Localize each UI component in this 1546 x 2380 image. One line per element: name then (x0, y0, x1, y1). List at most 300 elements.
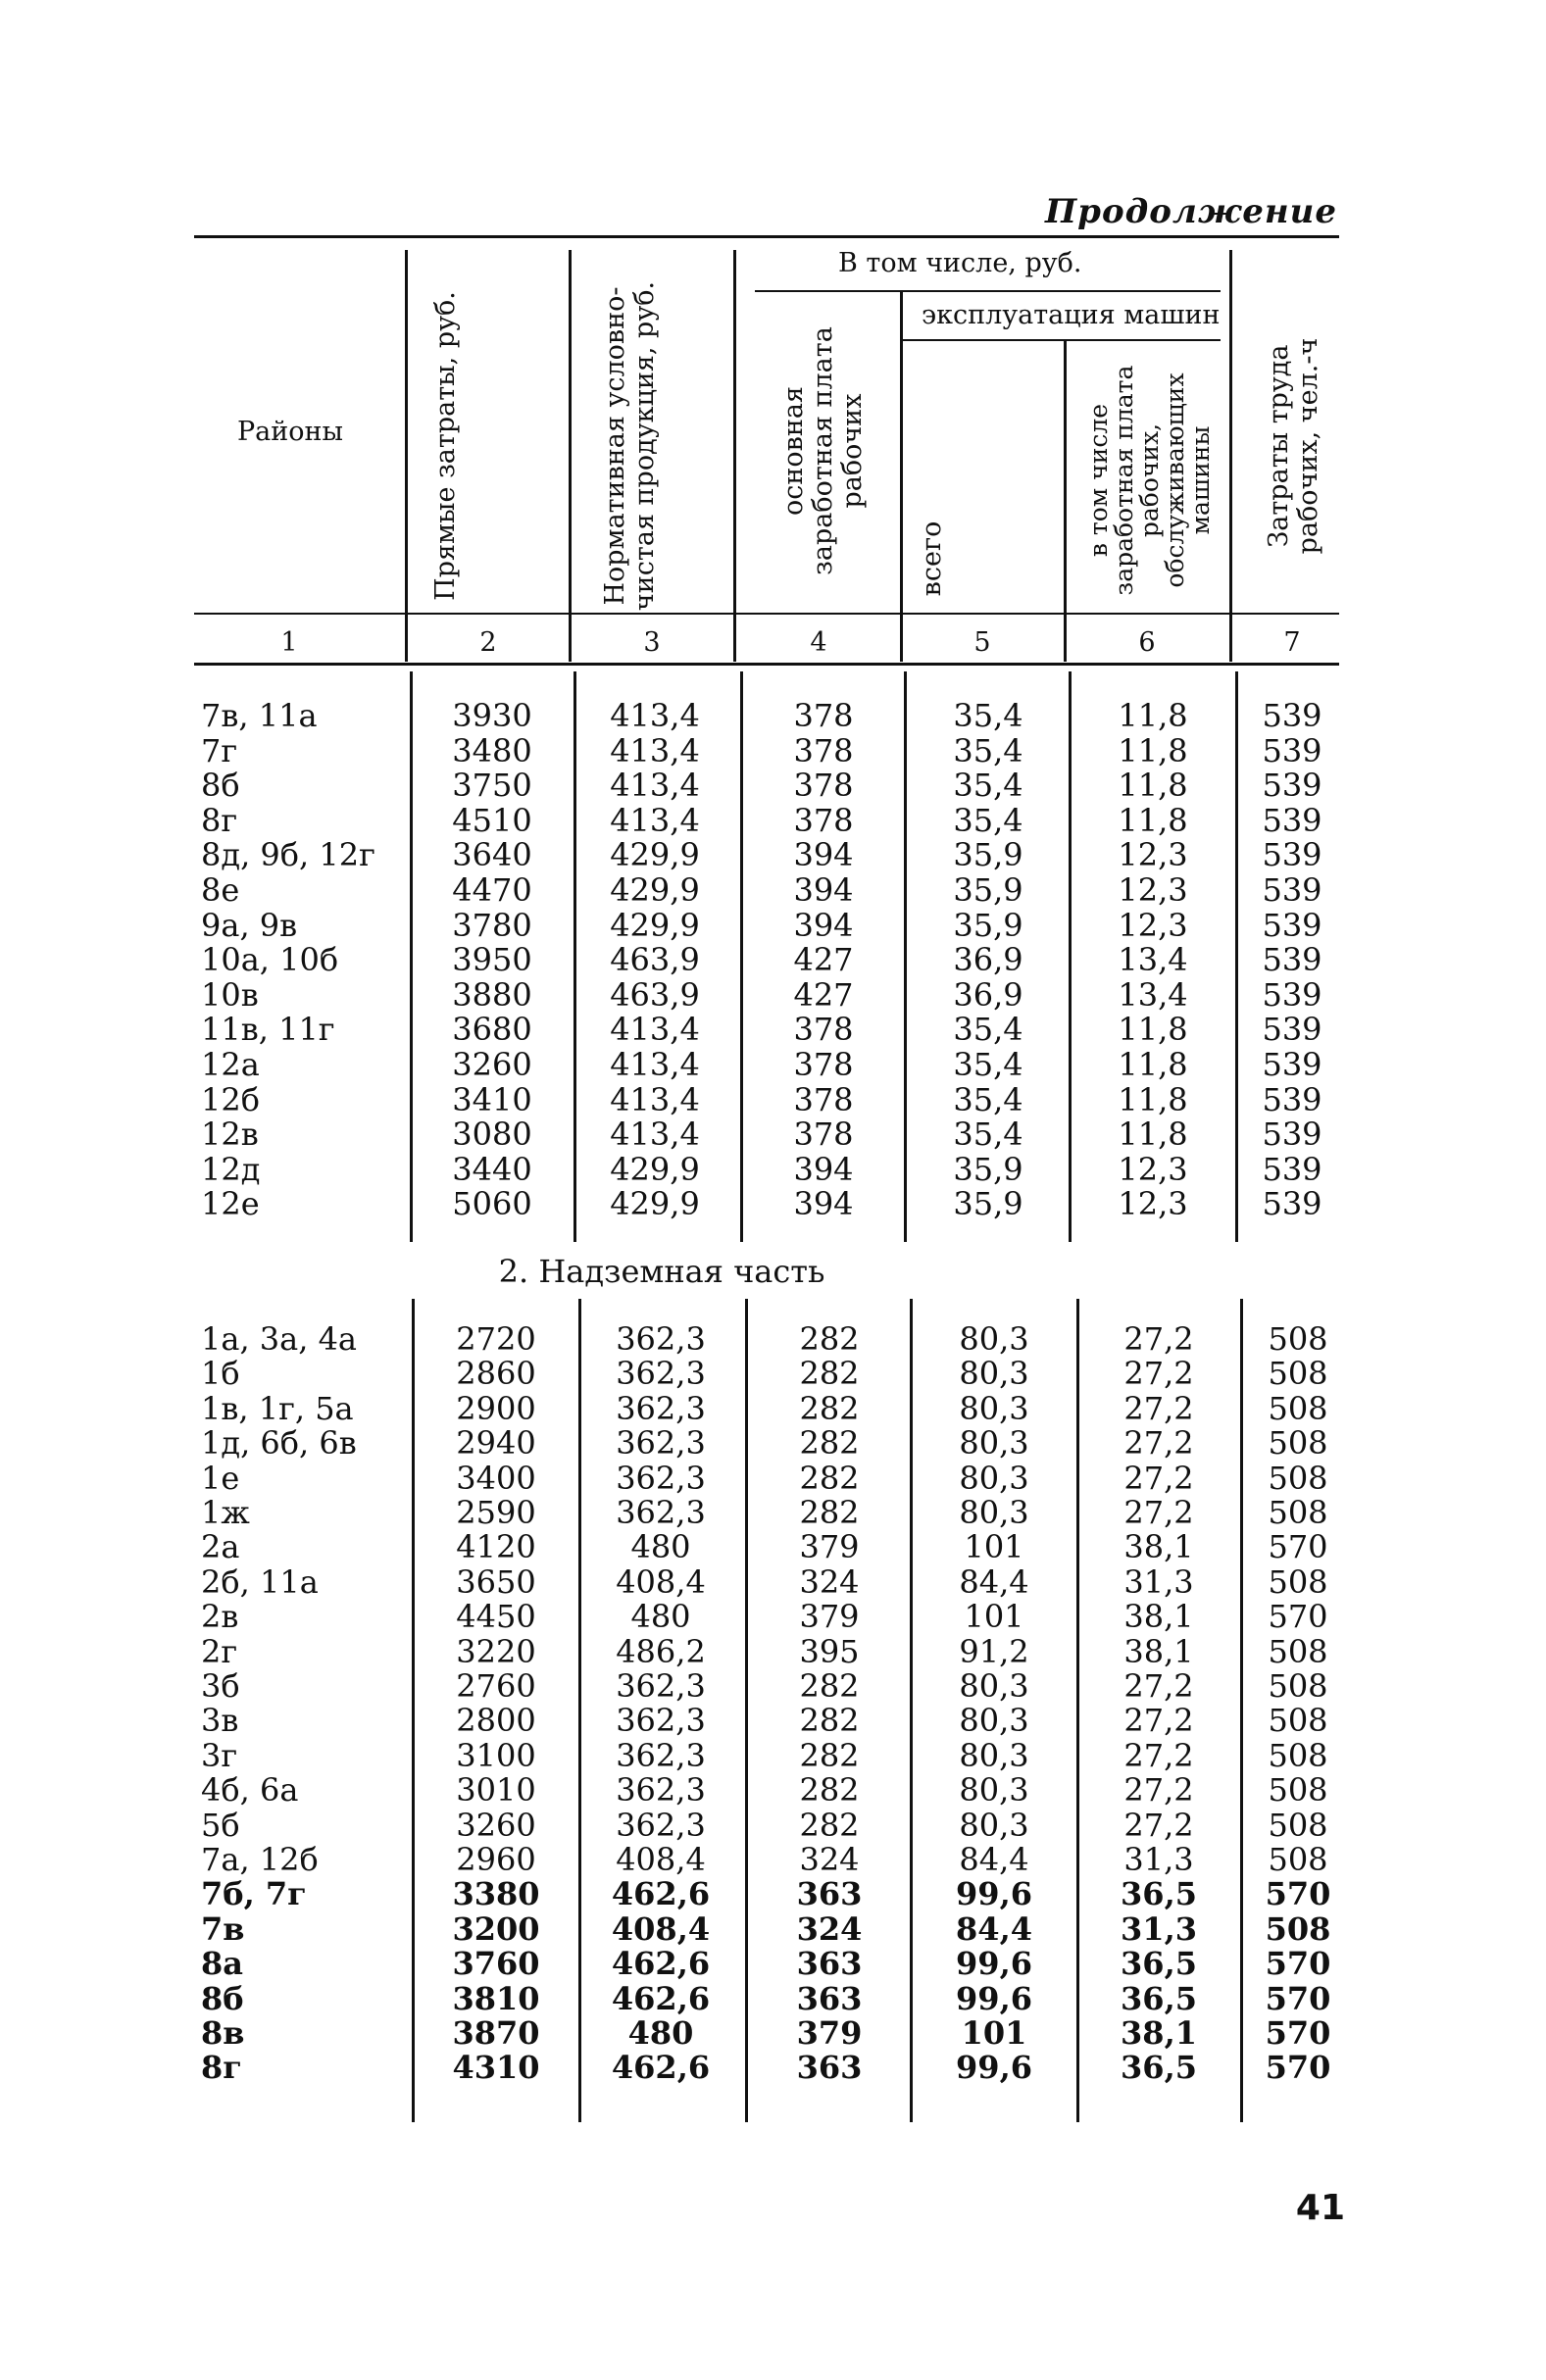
cell-value: 362,3 (616, 1736, 706, 1774)
cell-value: 324 (799, 1562, 860, 1601)
cell-region: 7в, 11а (201, 697, 318, 734)
cell-region: 12д (201, 1150, 261, 1188)
cell-value: 3080 (452, 1116, 532, 1154)
cell-value: 427 (793, 975, 854, 1014)
cell-value: 363 (796, 2049, 863, 2087)
table-row (0, 977, 1546, 1013)
table-row (0, 1772, 1546, 1808)
cell-region: 1д, 6б, 6в (201, 1424, 357, 1463)
cell-region: 2б, 11а (201, 1562, 319, 1601)
cell-value: 2800 (456, 1702, 536, 1740)
cell-value: 11,8 (1118, 731, 1188, 769)
table-row (0, 1529, 1546, 1564)
cell-value: 363 (796, 1945, 863, 1983)
cell-region: 2в (201, 1598, 239, 1636)
cell-value: 282 (799, 1355, 860, 1393)
cell-value: 11,8 (1118, 1116, 1188, 1154)
cell-value: 12,3 (1118, 836, 1188, 874)
cell-value: 3950 (452, 941, 532, 979)
cell-region: 4б, 6а (201, 1771, 299, 1810)
cell-value: 570 (1268, 1528, 1328, 1566)
cell-region: 8д, 9б, 12г (201, 836, 375, 874)
cell-region: 8в (201, 2014, 245, 2052)
cell-value: 394 (793, 871, 854, 909)
cell-value: 31,3 (1123, 1841, 1194, 1878)
cell-value: 508 (1265, 1909, 1331, 1948)
hdr-vline-4 (900, 292, 903, 662)
cell-value: 429,9 (610, 836, 700, 874)
cell-value: 35,9 (953, 1185, 1023, 1223)
cell-value: 413,4 (610, 697, 700, 734)
cell-region: 12б (201, 1080, 260, 1118)
cell-value: 35,4 (953, 767, 1023, 805)
cell-value: 539 (1262, 836, 1322, 874)
cell-value: 12,3 (1118, 906, 1188, 944)
cell-value: 362,3 (616, 1667, 706, 1705)
cell-value: 3400 (456, 1459, 536, 1497)
cell-value: 395 (799, 1632, 860, 1670)
cell-region: 8б (201, 1979, 244, 2017)
cell-value: 35,4 (953, 1011, 1023, 1049)
header-direct-costs: Прямые затраты, руб. (430, 291, 461, 601)
cell-value: 324 (796, 1909, 863, 1948)
cell-value: 27,2 (1123, 1702, 1194, 1740)
table-row (0, 942, 1546, 977)
cell-value: 80,3 (959, 1806, 1029, 1844)
top-rule (194, 235, 1339, 238)
table-row (0, 768, 1546, 803)
cell-value: 463,9 (610, 975, 700, 1014)
cell-region: 8г (201, 801, 238, 839)
table-row (0, 2015, 1546, 2051)
cell-value: 3870 (452, 2014, 540, 2052)
cell-value: 378 (793, 697, 854, 734)
cell-value: 539 (1262, 801, 1322, 839)
cell-value: 570 (1265, 2014, 1331, 2052)
cell-region: 2г (201, 1632, 238, 1670)
cell-region: 8г (201, 2049, 242, 2087)
cell-value: 3220 (456, 1632, 536, 1670)
cell-value: 12,3 (1118, 1185, 1188, 1223)
cell-value: 3650 (456, 1562, 536, 1601)
cell-value: 3410 (452, 1080, 532, 1118)
cell-value: 508 (1268, 1459, 1328, 1497)
cell-value: 35,4 (953, 1046, 1023, 1083)
hdr-vline-2 (569, 250, 572, 662)
cell-value: 80,3 (959, 1494, 1029, 1531)
cell-value: 91,2 (959, 1632, 1029, 1670)
cell-value: 508 (1268, 1389, 1328, 1427)
colnum-1: 1 (280, 627, 298, 658)
cell-value: 429,9 (610, 1185, 700, 1223)
cell-value: 508 (1268, 1771, 1328, 1810)
cell-value: 84,4 (956, 1909, 1032, 1948)
table-row (0, 1842, 1546, 1877)
cell-value: 282 (799, 1736, 860, 1774)
table-row (0, 837, 1546, 872)
cell-value: 11,8 (1118, 697, 1188, 734)
cell-region: 9а, 9в (201, 906, 298, 944)
cell-value: 362,3 (616, 1355, 706, 1393)
hdr-vline-6 (1229, 250, 1232, 662)
cell-value: 413,4 (610, 1046, 700, 1083)
cell-value: 508 (1268, 1494, 1328, 1531)
table-row (0, 1461, 1546, 1496)
cell-value: 38,1 (1123, 1528, 1194, 1566)
table-row (0, 908, 1546, 943)
page-number: 41 (1295, 2188, 1345, 2228)
table-row (0, 1738, 1546, 1773)
cell-value: 282 (799, 1459, 860, 1497)
cell-value: 508 (1268, 1702, 1328, 1740)
table-row (0, 1116, 1546, 1152)
cell-value: 413,4 (610, 801, 700, 839)
cell-value: 80,3 (959, 1389, 1029, 1427)
table-row (0, 1356, 1546, 1391)
cell-value: 4310 (452, 2049, 540, 2087)
cell-region: 7б, 7г (201, 1875, 307, 1913)
cell-value: 362,3 (616, 1424, 706, 1463)
cell-value: 4470 (452, 871, 532, 909)
cell-value: 378 (793, 1116, 854, 1154)
cell-region: 2а (201, 1528, 240, 1566)
cell-value: 31,3 (1121, 1909, 1197, 1948)
cell-value: 3480 (452, 731, 532, 769)
cell-value: 38,1 (1123, 1598, 1194, 1636)
cell-value: 362,3 (616, 1459, 706, 1497)
cell-value: 2590 (456, 1494, 536, 1531)
cell-value: 3010 (456, 1771, 536, 1810)
cell-value: 282 (799, 1702, 860, 1740)
header-bottom-rule (194, 613, 1339, 615)
cell-value: 394 (793, 1185, 854, 1223)
cell-value: 36,5 (1121, 2049, 1197, 2087)
cell-value: 282 (799, 1424, 860, 1463)
cell-region: 1ж (201, 1494, 250, 1531)
cell-value: 539 (1262, 906, 1322, 944)
cell-value: 282 (799, 1806, 860, 1844)
table-row (0, 1082, 1546, 1117)
cell-value: 80,3 (959, 1355, 1029, 1393)
header-normative: Нормативная условно-чистая продукция, руб. (600, 280, 660, 612)
cell-value: 13,4 (1118, 975, 1188, 1014)
cell-value: 27,2 (1123, 1667, 1194, 1705)
cell-value: 36,9 (953, 941, 1023, 979)
cell-value: 101 (961, 2014, 1027, 2052)
cell-value: 282 (799, 1771, 860, 1810)
cell-value: 282 (799, 1389, 860, 1427)
table-row (0, 1911, 1546, 1947)
cell-value: 408,4 (611, 1909, 711, 1948)
table-row (0, 698, 1546, 733)
cell-value: 2860 (456, 1355, 536, 1393)
cell-value: 508 (1268, 1841, 1328, 1878)
cell-value: 27,2 (1123, 1389, 1194, 1427)
cell-value: 408,4 (616, 1562, 706, 1601)
cell-value: 27,2 (1123, 1459, 1194, 1497)
cell-region: 7г (201, 731, 238, 769)
cell-region: 1е (201, 1459, 240, 1497)
cell-value: 539 (1262, 941, 1322, 979)
cell-value: 101 (964, 1598, 1024, 1636)
cell-value: 508 (1268, 1355, 1328, 1393)
cell-region: 12в (201, 1116, 259, 1154)
header-total: всего (917, 521, 947, 597)
cell-value: 508 (1268, 1806, 1328, 1844)
cell-value: 539 (1262, 767, 1322, 805)
table-row (0, 1425, 1546, 1461)
cell-value: 362,3 (616, 1494, 706, 1531)
table-row (0, 1634, 1546, 1669)
cell-value: 570 (1265, 1979, 1331, 2017)
cell-value: 539 (1262, 1080, 1322, 1118)
cell-value: 3380 (452, 1875, 540, 1913)
cell-value: 12,3 (1118, 1150, 1188, 1188)
table-row (0, 1391, 1546, 1426)
table-row (0, 872, 1546, 908)
table-row (0, 733, 1546, 769)
cell-value: 27,2 (1123, 1736, 1194, 1774)
table-row (0, 1876, 1546, 1911)
cell-value: 80,3 (959, 1320, 1029, 1358)
cell-value: 324 (799, 1841, 860, 1878)
cell-value: 3780 (452, 906, 532, 944)
cell-value: 539 (1262, 1011, 1322, 1049)
cell-region: 12е (201, 1185, 260, 1223)
cell-region: 10в (201, 975, 259, 1014)
cell-value: 3680 (452, 1011, 532, 1049)
cell-value: 27,2 (1123, 1494, 1194, 1531)
cell-value: 539 (1262, 1116, 1322, 1154)
continuation-label: Продолжение (1045, 192, 1337, 231)
cell-value: 394 (793, 836, 854, 874)
cell-value: 3100 (456, 1736, 536, 1774)
cell-value: 99,6 (956, 1945, 1032, 1983)
cell-value: 508 (1268, 1424, 1328, 1463)
cell-value: 282 (799, 1320, 860, 1358)
cell-value: 3200 (452, 1909, 540, 1948)
cell-region: 8б (201, 767, 240, 805)
cell-value: 35,9 (953, 1150, 1023, 1188)
cell-value: 84,4 (959, 1562, 1029, 1601)
cell-value: 413,4 (610, 1116, 700, 1154)
cell-value: 2720 (456, 1320, 536, 1358)
colnum-6: 6 (1138, 627, 1156, 658)
cell-value: 480 (630, 1528, 691, 1566)
cell-value: 4120 (456, 1528, 536, 1566)
cell-value: 35,9 (953, 871, 1023, 909)
cell-value: 35,4 (953, 801, 1023, 839)
header-wage: основная заработная плата рабочих (778, 326, 868, 575)
hdr-vline-1 (405, 250, 408, 662)
cell-value: 462,6 (611, 1875, 711, 1913)
cell-value: 2960 (456, 1841, 536, 1878)
cell-value: 539 (1262, 1150, 1322, 1188)
cell-value: 429,9 (610, 1150, 700, 1188)
cell-value: 35,9 (953, 906, 1023, 944)
cell-value: 480 (627, 2014, 694, 2052)
hdr-vline-3 (733, 250, 736, 662)
cell-value: 429,9 (610, 871, 700, 909)
cell-value: 378 (793, 1080, 854, 1118)
table-row (0, 1495, 1546, 1530)
header-machine-wage: в том числе заработная плата рабочих, обслуживающих машины (1084, 365, 1215, 596)
cell-value: 408,4 (616, 1841, 706, 1878)
cell-value: 38,1 (1121, 2014, 1197, 2052)
cell-value: 362,3 (616, 1771, 706, 1810)
colnum-3: 3 (643, 627, 661, 658)
cell-value: 35,4 (953, 731, 1023, 769)
table-row (0, 1321, 1546, 1357)
cell-value: 3260 (452, 1046, 532, 1083)
colnum-bottom-rule (194, 663, 1339, 666)
cell-value: 508 (1268, 1562, 1328, 1601)
table-row (0, 1012, 1546, 1047)
cell-value: 462,6 (611, 1979, 711, 2017)
cell-value: 508 (1268, 1667, 1328, 1705)
cell-value: 378 (793, 1011, 854, 1049)
header-including: В том числе, руб. (838, 248, 1082, 278)
cell-region: 1в, 1г, 5а (201, 1389, 354, 1427)
cell-value: 27,2 (1123, 1771, 1194, 1810)
cell-value: 508 (1268, 1632, 1328, 1670)
cell-value: 427 (793, 941, 854, 979)
hdr-vline-5 (1064, 341, 1067, 662)
group-rule-including (755, 290, 1221, 292)
cell-value: 4450 (456, 1598, 536, 1636)
table-row (0, 2050, 1546, 2085)
colnum-5: 5 (973, 627, 991, 658)
cell-value: 362,3 (616, 1702, 706, 1740)
cell-value: 36,5 (1121, 1875, 1197, 1913)
cell-value: 508 (1268, 1320, 1328, 1358)
cell-value: 570 (1265, 1945, 1331, 1983)
cell-value: 31,3 (1123, 1562, 1194, 1601)
cell-value: 80,3 (959, 1424, 1029, 1463)
cell-region: 7в (201, 1909, 245, 1948)
cell-value: 99,6 (956, 2049, 1032, 2087)
cell-value: 36,5 (1121, 1979, 1197, 2017)
cell-value: 486,2 (616, 1632, 706, 1670)
cell-value: 429,9 (610, 906, 700, 944)
cell-region: 1а, 3а, 4а (201, 1320, 357, 1358)
cell-region: 3б (201, 1667, 240, 1705)
table-row (0, 1808, 1546, 1843)
cell-value: 539 (1262, 871, 1322, 909)
cell-value: 378 (793, 731, 854, 769)
cell-region: 8е (201, 871, 240, 909)
cell-value: 539 (1262, 697, 1322, 734)
cell-value: 282 (799, 1667, 860, 1705)
cell-value: 27,2 (1123, 1806, 1194, 1844)
cell-value: 2900 (456, 1389, 536, 1427)
cell-value: 462,6 (611, 1945, 711, 1983)
cell-value: 413,4 (610, 767, 700, 805)
cell-value: 539 (1262, 731, 1322, 769)
cell-value: 480 (630, 1598, 691, 1636)
cell-value: 99,6 (956, 1875, 1032, 1913)
cell-value: 11,8 (1118, 1080, 1188, 1118)
cell-region: 3в (201, 1702, 239, 1740)
table-row (0, 1668, 1546, 1704)
table-row (0, 1186, 1546, 1221)
cell-value: 282 (799, 1494, 860, 1531)
cell-value: 378 (793, 1046, 854, 1083)
cell-value: 362,3 (616, 1806, 706, 1844)
cell-value: 539 (1262, 975, 1322, 1014)
cell-value: 394 (793, 1150, 854, 1188)
section2-title: 2. Надземная часть (498, 1253, 825, 1290)
colnum-7: 7 (1283, 627, 1301, 658)
cell-value: 379 (799, 1598, 860, 1636)
cell-value: 4510 (452, 801, 532, 839)
cell-value: 84,4 (959, 1841, 1029, 1878)
cell-region: 1б (201, 1355, 240, 1393)
cell-region: 7а, 12б (201, 1841, 319, 1878)
table-row (0, 1946, 1546, 1981)
cell-value: 12,3 (1118, 871, 1188, 909)
cell-value: 11,8 (1118, 1011, 1188, 1049)
cell-region: 8а (201, 1945, 243, 1983)
table-row (0, 1703, 1546, 1738)
cell-value: 570 (1268, 1598, 1328, 1636)
cell-value: 101 (964, 1528, 1024, 1566)
cell-value: 3810 (452, 1979, 540, 2017)
cell-value: 3640 (452, 836, 532, 874)
cell-value: 378 (793, 801, 854, 839)
cell-region: 10а, 10б (201, 941, 339, 979)
cell-region: 12а (201, 1046, 260, 1083)
colnum-4: 4 (810, 627, 827, 658)
cell-value: 2760 (456, 1667, 536, 1705)
cell-value: 11,8 (1118, 1046, 1188, 1083)
cell-value: 27,2 (1123, 1355, 1194, 1393)
cell-value: 27,2 (1123, 1424, 1194, 1463)
cell-value: 362,3 (616, 1320, 706, 1358)
table-row (0, 1152, 1546, 1187)
cell-value: 508 (1268, 1736, 1328, 1774)
cell-value: 3440 (452, 1150, 532, 1188)
cell-value: 463,9 (610, 941, 700, 979)
cell-value: 413,4 (610, 1011, 700, 1049)
cell-value: 462,6 (611, 2049, 711, 2087)
cell-value: 3260 (456, 1806, 536, 1844)
cell-value: 379 (796, 2014, 863, 2052)
header-region: Районы (237, 417, 343, 447)
cell-value: 13,4 (1118, 941, 1188, 979)
table-row (0, 1047, 1546, 1082)
cell-value: 36,9 (953, 975, 1023, 1014)
cell-value: 11,8 (1118, 767, 1188, 805)
cell-value: 35,4 (953, 697, 1023, 734)
cell-value: 363 (796, 1875, 863, 1913)
cell-value: 35,4 (953, 1116, 1023, 1154)
cell-value: 80,3 (959, 1667, 1029, 1705)
cell-value: 3750 (452, 767, 532, 805)
cell-value: 379 (799, 1528, 860, 1566)
cell-value: 80,3 (959, 1736, 1029, 1774)
cell-value: 3760 (452, 1945, 540, 1983)
group-rule-machines (902, 339, 1221, 341)
table-row (0, 1599, 1546, 1634)
cell-value: 36,5 (1121, 1945, 1197, 1983)
cell-value: 539 (1262, 1185, 1322, 1223)
cell-value: 38,1 (1123, 1632, 1194, 1670)
cell-value: 539 (1262, 1046, 1322, 1083)
cell-value: 413,4 (610, 731, 700, 769)
cell-value: 35,4 (953, 1080, 1023, 1118)
cell-value: 35,9 (953, 836, 1023, 874)
